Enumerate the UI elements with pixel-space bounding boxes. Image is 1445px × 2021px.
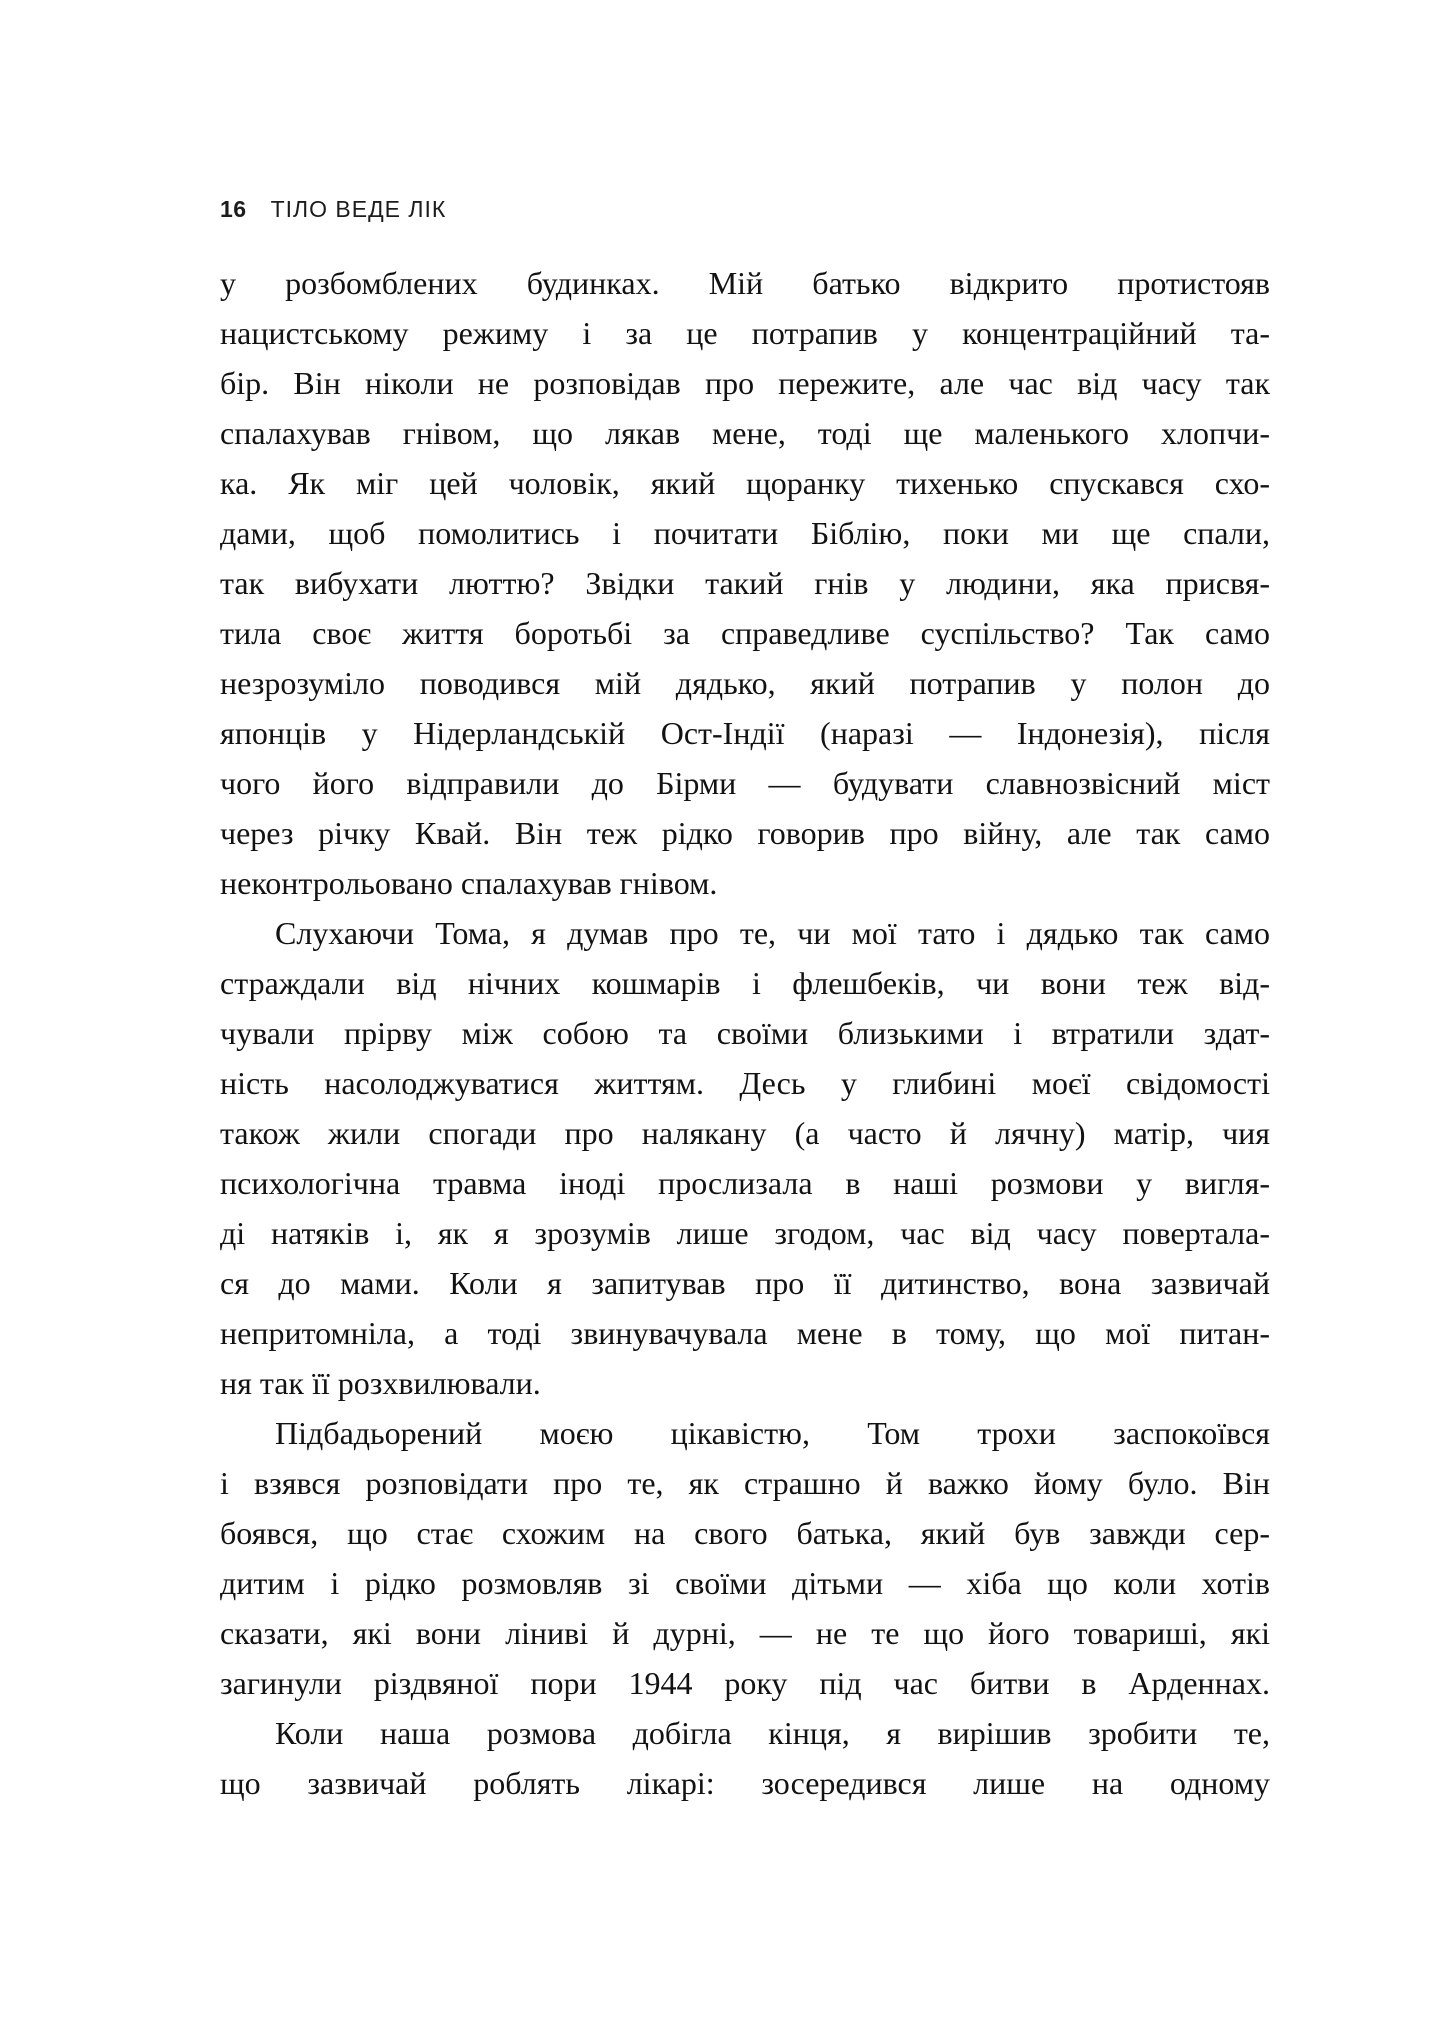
text-line: спалахував гнівом, що лякав мене, тоді ще маленького хлопчи- [220,415,1270,451]
text-line: ня так її розхвилювали. [220,1365,541,1401]
text-line: ді натяків і, як я зрозумів лише згодом, час від часу повертала- [220,1215,1270,1251]
text-line: ся до мами. Коли я запитував про її дитинство, вона зазвичай [220,1265,1270,1301]
text-line: незрозуміло поводився мій дядько, який потрапив у полон до [220,665,1270,701]
running-title: ТІЛО ВЕДЕ ЛІК [270,196,447,222]
text-block [220,258,1270,1808]
text-line: тила своє життя боротьбі за справедливе суспільство? Так само [220,615,1270,651]
text-line: так вибухати люттю? Звідки такий гнів у людини, яка присвя- [220,565,1270,601]
paragraph [220,258,1270,908]
text-line: Підбадьорений моєю цікавістю, Том трохи заспокоївся [275,1415,1270,1451]
text-line: сказати, які вони ліниві й дурні, — не те що його товариші, які [220,1615,1270,1651]
text-line: і взявся розповідати про те, як страшно й важко йому було. Він [220,1465,1270,1501]
text-line: страждали від нічних кошмарів і флешбеків, чи вони теж від- [220,965,1270,1001]
text-line: через річку Квай. Він теж рідко говорив про війну, але так само [220,815,1270,851]
paragraph [220,1708,1270,1808]
text-line: чували прірву між собою та своїми близькими і втратили здат- [220,1015,1270,1051]
text-line: також жили спогади про налякану (а часто й лячну) матір, чия [220,1115,1270,1151]
text-line: боявся, що стає схожим на свого батька, який був завжди сер- [220,1515,1270,1551]
text-line: дитим і рідко розмовляв зі своїми дітьми — хіба що коли хотів [220,1565,1270,1601]
text-line: Коли наша розмова добігла кінця, я вирішив зробити те, [275,1715,1270,1751]
text-line: дами, щоб помолитись і почитати Біблію, поки ми ще спали, [220,515,1270,551]
page-number: 16 [220,196,247,222]
paragraph [220,1408,1270,1708]
text-line: неконтрольовано спалахував гнівом. [220,865,718,901]
text-line: ність насолоджуватися життям. Десь у глибині моєї свідомості [220,1065,1270,1101]
text-line: психологічна травма іноді прослизала в наші розмови у вигля- [220,1165,1270,1201]
text-line: ка. Як міг цей чоловік, який щоранку тихенько спускався схо- [220,465,1270,501]
text-line: у розбомблених будинках. Мій батько відкрито протистояв [220,265,1270,301]
text-line: що зазвичай роблять лікарі: зосередився лише на одному [220,1765,1270,1801]
page-header [220,196,1270,222]
text-line: бір. Він ніколи не розповідав про пережите, але час від часу так [220,365,1270,401]
text-line: Слухаючи Тома, я думав про те, чи мої тато і дядько так само [275,915,1270,951]
paragraph [220,908,1270,1408]
text-line: японців у Нідерландській Ост-Індії (наразі — Індонезія), після [220,715,1270,751]
text-line: нацистському режиму і за це потрапив у концентраційний та- [220,315,1270,351]
text-line: чого його відправили до Бірми — будувати славнозвісний міст [220,765,1270,801]
text-line: непритомніла, а тоді звинувачувала мене в тому, що мої питан- [220,1315,1270,1351]
text-line: загинули різдвяної пори 1944 року під час битви в Арденнах. [220,1665,1270,1701]
